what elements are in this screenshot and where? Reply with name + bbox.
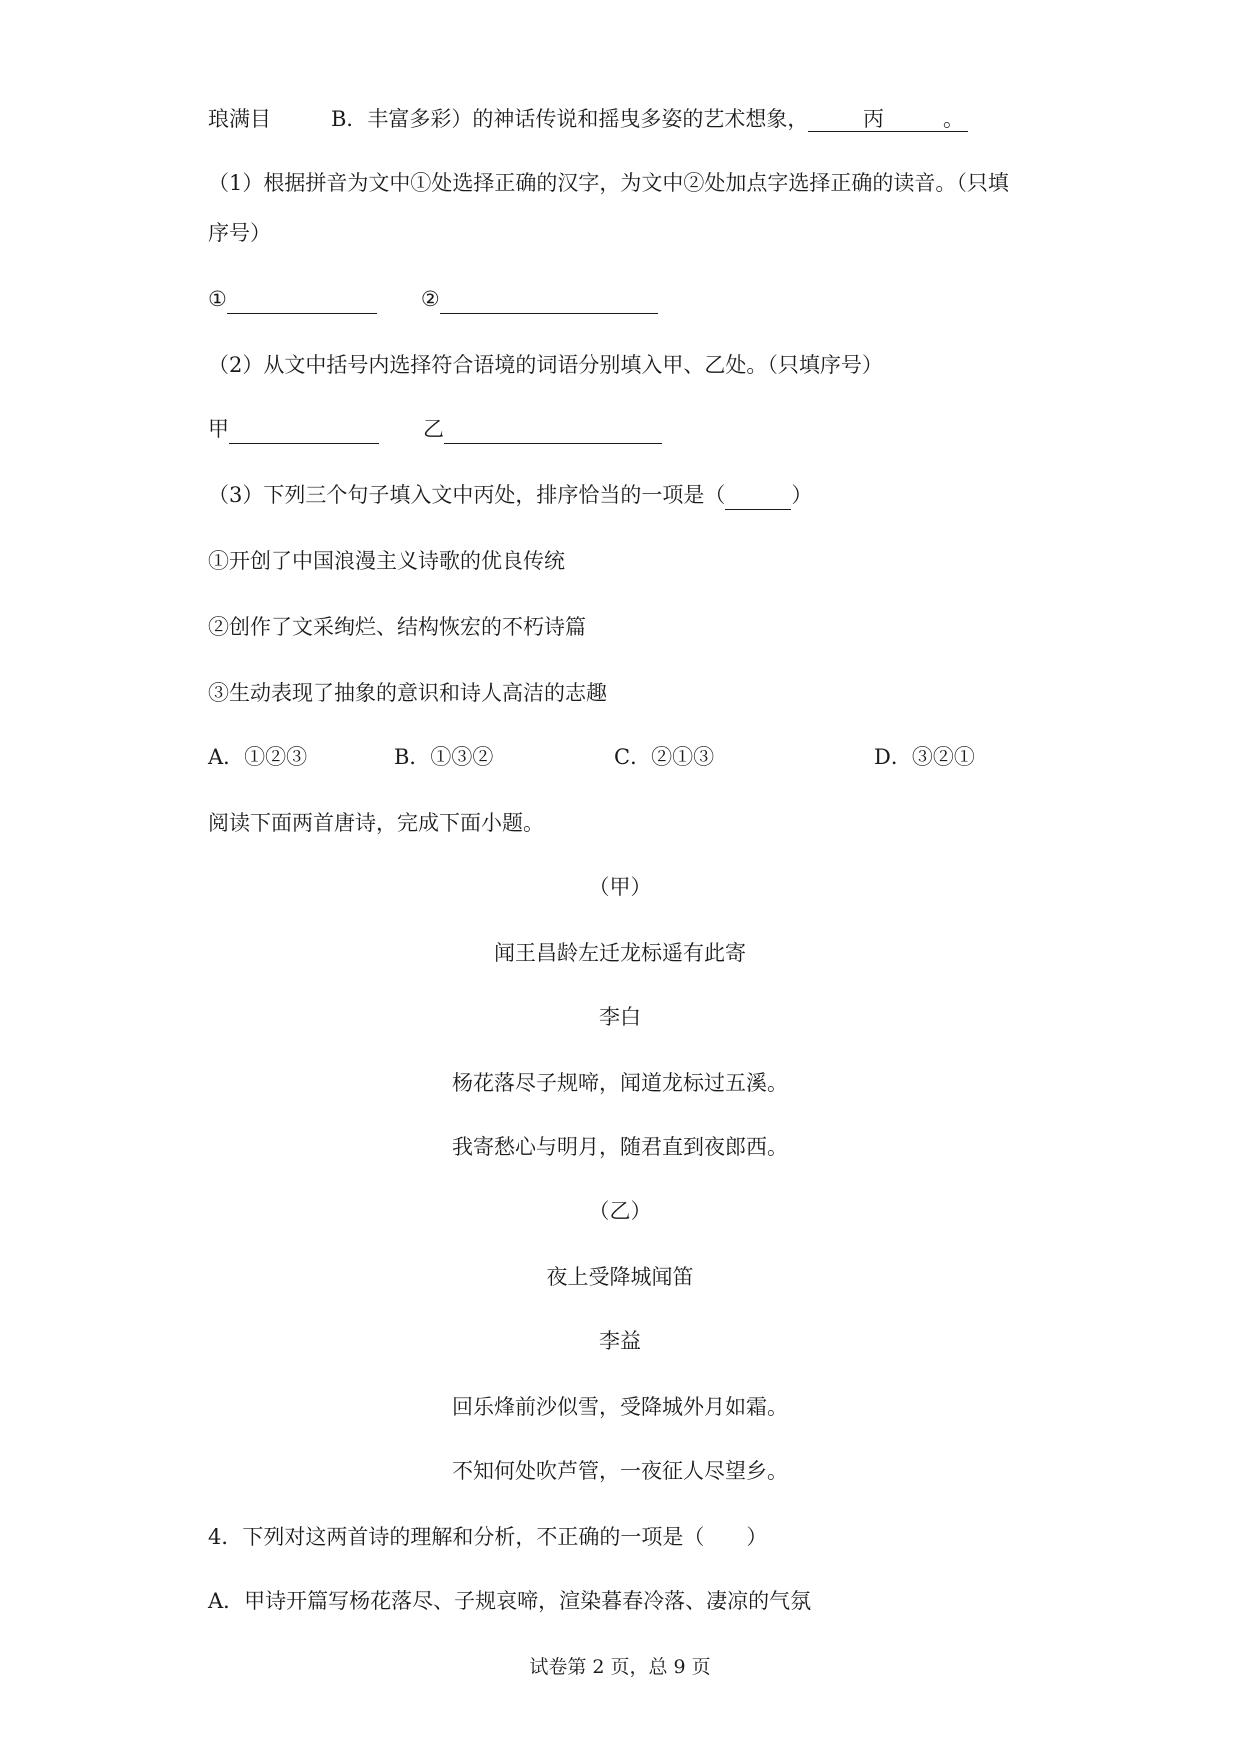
question-3-text: （3）下列三个句子填入文中丙处，排序恰当的一项是（ ） xyxy=(208,480,812,510)
poem-yi-marker: （乙） xyxy=(588,1199,652,1223)
answer-blank-yi[interactable] xyxy=(444,421,662,444)
question-1-answer-line xyxy=(208,284,658,314)
answer-label-2: ② xyxy=(420,287,440,311)
option-c[interactable]: C．②①③ xyxy=(614,745,715,769)
sentence-3: ③生动表现了抽象的意识和诗人高洁的志趣 xyxy=(208,681,607,705)
answer-blank-jia[interactable] xyxy=(229,421,379,444)
page-footer: 试卷第 2 页，总 9 页 xyxy=(529,1656,711,1678)
sentence-2: ②创作了文采绚烂、结构恢宏的不朽诗篇 xyxy=(208,615,586,639)
answer-label-jia: 甲 xyxy=(208,417,229,441)
poem-yi-author: 李益 xyxy=(599,1329,641,1353)
answer-blank-2[interactable] xyxy=(440,291,658,314)
question-4-option-a[interactable]: A．甲诗开篇写杨花落尽、子规哀啼，渲染暮春冷落、凄凉的气氛 xyxy=(208,1589,812,1613)
poem-yi-line-1: 回乐烽前沙似雪，受降城外月如霜。 xyxy=(452,1395,788,1419)
option-a[interactable]: A．①②③ xyxy=(208,745,308,769)
poem-jia-line-2: 我寄愁心与明月，随君直到夜郎西。 xyxy=(452,1135,788,1159)
passage-prefix: 琅满目 xyxy=(208,107,271,131)
blank-end: 。 xyxy=(938,107,968,132)
answer-blank-1[interactable] xyxy=(227,291,377,314)
question-1-text: （1）根据拼音为文中①处选择正确的汉字，为文中②处加点字选择正确的读音。（只填 xyxy=(208,171,1009,195)
poem-yi-line-2: 不知何处吹芦管，一夜征人尽望乡。 xyxy=(452,1459,788,1483)
blank-bing: 丙 xyxy=(808,107,938,132)
choice-b-text: B．丰富多彩）的神话传说和摇曳多姿的艺术想象， xyxy=(331,107,809,131)
question-4-stem: 4．下列对这两首诗的理解和分析，不正确的一项是（ ） xyxy=(208,1525,768,1549)
question-1-text-cont: 序号） xyxy=(208,221,271,245)
question-2-answer-line xyxy=(208,414,662,444)
option-d[interactable]: D．③②① xyxy=(874,745,975,769)
answer-label-1: ① xyxy=(208,287,227,311)
poem-jia-marker: （甲） xyxy=(588,875,652,899)
reading-intro: 阅读下面两首唐诗，完成下面小题。 xyxy=(208,811,544,835)
answer-label-yi: 乙 xyxy=(423,417,444,441)
sentence-1: ①开创了中国浪漫主义诗歌的优良传统 xyxy=(208,549,565,573)
option-b[interactable]: B．①③② xyxy=(394,745,494,769)
poem-jia-line-1: 杨花落尽子规啼，闻道龙标过五溪。 xyxy=(452,1071,788,1095)
poem-jia-title: 闻王昌龄左迁龙标遥有此寄 xyxy=(494,941,746,965)
question-2-text: （2）从文中括号内选择符合语境的词语分别填入甲、乙处。（只填序号） xyxy=(208,353,883,377)
poem-yi-title: 夜上受降城闻笛 xyxy=(546,1265,694,1289)
passage-tail-line xyxy=(208,104,968,134)
answer-blank-q3[interactable] xyxy=(725,487,791,510)
poem-jia-author: 李白 xyxy=(599,1005,641,1029)
